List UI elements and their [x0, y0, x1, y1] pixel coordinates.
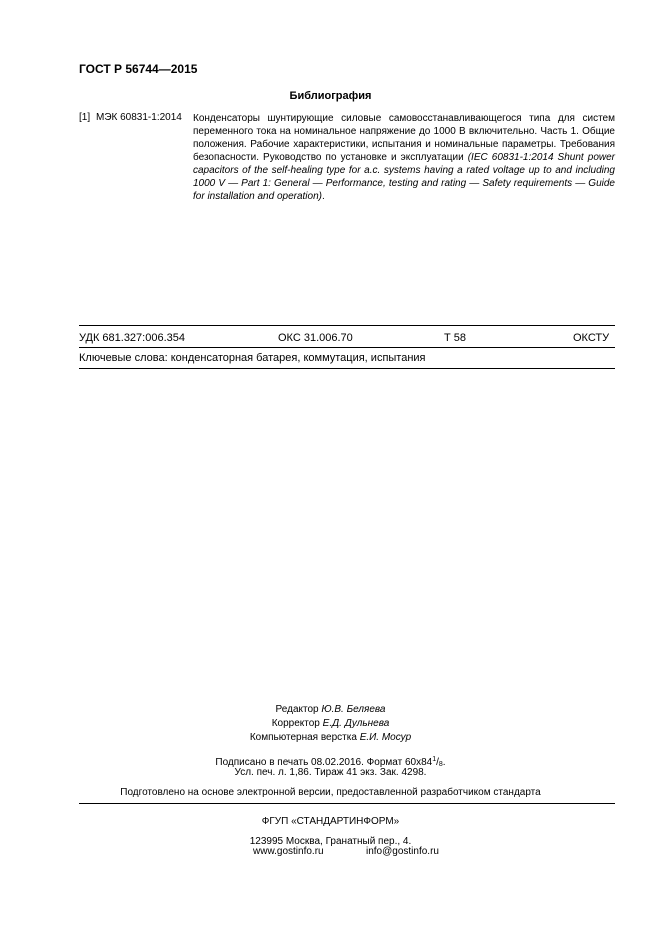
print-info-line: Усл. печ. л. 1,86. Тираж 41 экз. Зак. 4298.: [234, 767, 427, 778]
document-code: ГОСТ Р 56744—2015: [79, 62, 198, 76]
publisher-email-link[interactable]: info@gostinfo.ru: [366, 846, 439, 857]
bibliography-text-end: .: [321, 191, 325, 202]
layout-name: Е.И. Мосур: [359, 732, 412, 743]
okstu-code: ОКСТУ: [573, 332, 610, 344]
t-code: Т 58: [444, 332, 467, 344]
layout-label: Компьютерная верстка: [249, 732, 360, 743]
format-end: .: [442, 757, 446, 768]
format-numerator: 1: [432, 756, 437, 763]
bibliography-title: Библиография: [289, 90, 372, 102]
publisher-name: ФГУП «СТАНДАРТИНФОРМ»: [261, 816, 400, 827]
format-denominator: 8: [438, 761, 443, 768]
corrector-name: Е.Д. Дульнева: [322, 718, 390, 729]
keywords-line: Ключевые слова: конденсаторная батарея, коммутация, испытания: [79, 352, 426, 364]
editor-name: Ю.В. Беляева: [321, 704, 386, 715]
bibliography-text-regular: Конденсаторы шунтирующие силовые самовосстанавливающегося типа для систем переменного тока на номинальное напряжение до 1000 В включительно. Часть 1. Общие положения. Рабочие характеристики, испытания и номинальные параметры. Требования безопасности. Руководство по установке и эксплуатации: [193, 113, 615, 163]
corrector-line: [0, 717, 661, 731]
bibliography-item-text: [193, 112, 615, 203]
oks-code: ОКС 31.006.70: [278, 332, 353, 344]
bibliography-item-reference: МЭК 60831-1:2014: [96, 112, 182, 123]
prepared-line: Подготовлено на основе электронной версии, предоставленной разработчиком стандарта: [120, 787, 541, 798]
divider-bottom: [79, 368, 615, 369]
signed-text: Подписано в печать 08.02.2016. Формат 60х84: [215, 757, 433, 768]
layout-line: [0, 731, 661, 745]
editor-label: Редактор: [275, 704, 322, 715]
editor-line: [0, 703, 661, 717]
publisher-address: 123995 Москва, Гранатный пер., 4.: [249, 836, 412, 847]
udk-code: УДК 681.327:006.354: [79, 332, 185, 344]
bibliography-item-number: [1]: [79, 112, 91, 123]
signed-line: Подписано в печать 08.02.2016. Формат $60х84^1/8$.: [215, 756, 446, 768]
divider-credits: [79, 803, 615, 804]
corrector-label: Корректор: [271, 718, 323, 729]
bibliography-text-italic: (IEC 60831-1:2014 Shunt power capacitors of the self-healing type for a.c. systems having a rated voltage up to and including 1000 V — Part 1: General — Performance, testing and rating — Safety requirements — Guide for installation and operation): [193, 152, 615, 202]
divider-top: [79, 325, 615, 326]
divider-middle: [79, 347, 615, 348]
publisher-website-link[interactable]: www.gostinfo.ru: [253, 846, 324, 857]
